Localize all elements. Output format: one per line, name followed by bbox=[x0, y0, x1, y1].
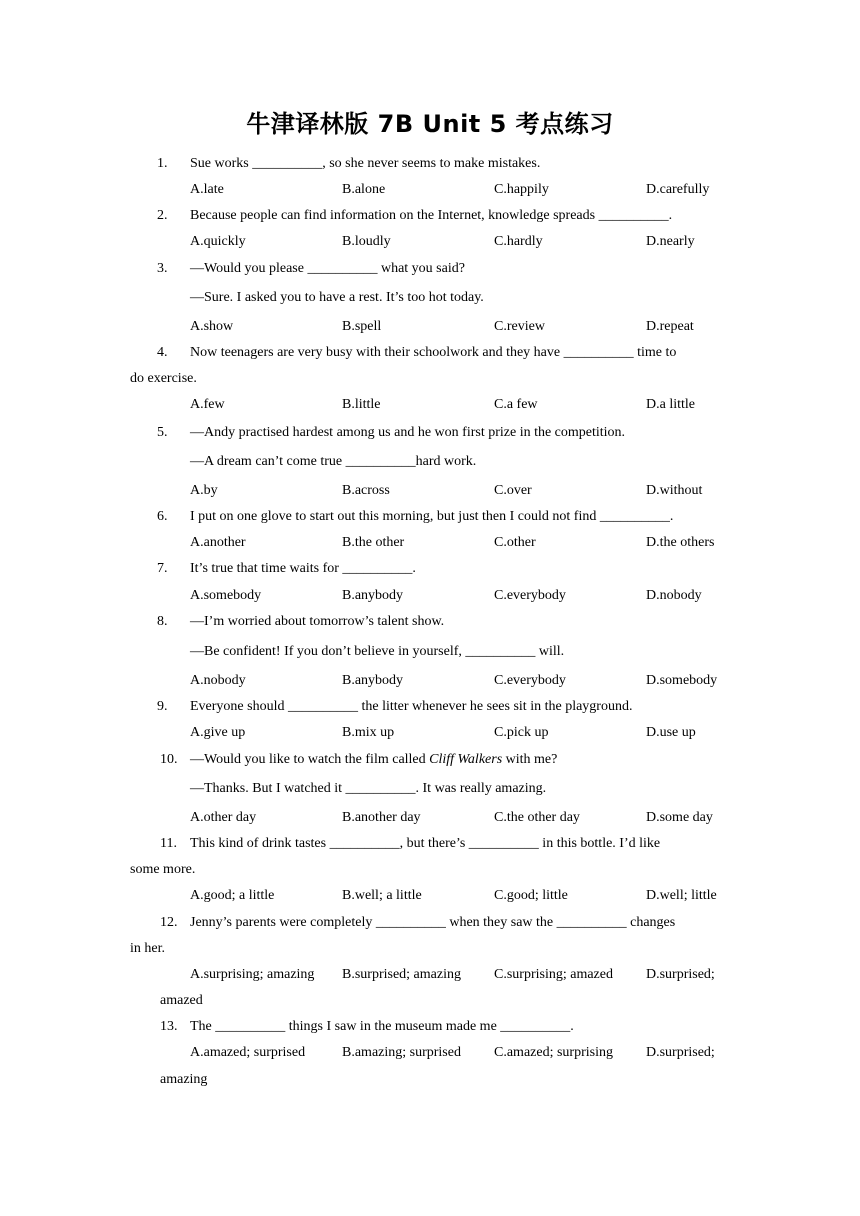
option-d: D.carefully bbox=[646, 182, 710, 197]
option-d: D.well; little bbox=[646, 888, 717, 903]
option-b: B.alone bbox=[342, 182, 386, 197]
option-d: D.without bbox=[646, 483, 703, 498]
option-c: C.over bbox=[494, 483, 532, 498]
option-a: A.other day bbox=[190, 810, 257, 825]
option-b: B.anybody bbox=[342, 588, 404, 603]
option-a: A.quickly bbox=[190, 234, 246, 249]
option-a: A.surprising; amazing bbox=[190, 967, 315, 982]
question-text: Now teenagers are very busy with their schoolwork and they have __________ time to bbox=[190, 345, 677, 360]
option-d: D.some day bbox=[646, 810, 713, 825]
option-b: B.anybody bbox=[342, 673, 404, 688]
question-text-pre: —Would you like to watch the film called bbox=[190, 752, 430, 767]
question-text: —I’m worried about tomorrow’s talent show. bbox=[190, 614, 445, 629]
option-d: D.nobody bbox=[646, 588, 702, 603]
option-c: C.pick up bbox=[494, 725, 549, 740]
page-title: 牛津译林版 7B Unit 5 考点练习 bbox=[246, 110, 614, 138]
option-d: D.repeat bbox=[646, 319, 694, 334]
question-text: —Would you please __________ what you said? bbox=[190, 261, 465, 276]
option-a: A.another bbox=[190, 535, 246, 550]
question-text: —Thanks. But I watched it __________. It was really amazing. bbox=[190, 781, 547, 796]
question-text-wrap: do exercise. bbox=[130, 371, 197, 386]
option-a: A.show bbox=[190, 319, 234, 334]
question-number: 11. bbox=[160, 836, 177, 851]
option-a: A.give up bbox=[190, 725, 246, 740]
question-number: 12. bbox=[160, 915, 178, 930]
question-text-wrap: in her. bbox=[130, 941, 165, 956]
option-c: C.review bbox=[494, 319, 545, 334]
option-b: B.across bbox=[342, 483, 390, 498]
option-d-wrap: amazed bbox=[160, 993, 203, 1008]
option-b: B.the other bbox=[342, 535, 405, 550]
question-text-wrap: some more. bbox=[130, 862, 196, 877]
option-b: B.another day bbox=[342, 810, 421, 825]
option-a: A.few bbox=[190, 397, 225, 412]
option-c: C.a few bbox=[494, 397, 538, 412]
question-text: Everyone should __________ the litter whenever he sees sit in the playground. bbox=[190, 699, 633, 714]
question-number: 2. bbox=[157, 208, 168, 223]
question-number: 3. bbox=[157, 261, 168, 276]
question-text: Jenny’s parents were completely __________ when they saw the __________ changes bbox=[190, 915, 676, 930]
option-c: C.the other day bbox=[494, 810, 580, 825]
question-text: —Andy practised hardest among us and he won first prize in the competition. bbox=[190, 425, 626, 440]
option-d: D.a little bbox=[646, 397, 695, 412]
question-text: I put on one glove to start out this morning, but just then I could not find __________. bbox=[190, 509, 674, 524]
question-number: 7. bbox=[157, 561, 168, 576]
option-b: B.loudly bbox=[342, 234, 391, 249]
option-c: C.happily bbox=[494, 182, 549, 197]
option-b: B.amazing; surprised bbox=[342, 1045, 461, 1060]
question-text: Sue works __________, so she never seems to make mistakes. bbox=[190, 156, 541, 171]
option-c: C.other bbox=[494, 535, 536, 550]
option-c: C.surprising; amazed bbox=[494, 967, 613, 982]
question-text-post: with me? bbox=[502, 752, 558, 767]
option-d: D.somebody bbox=[646, 673, 718, 688]
question-number: 9. bbox=[157, 699, 168, 714]
question-text: The __________ things I saw in the museum made me __________. bbox=[190, 1019, 574, 1034]
option-c: C.everybody bbox=[494, 588, 566, 603]
option-a: A.somebody bbox=[190, 588, 262, 603]
option-b: B.well; a little bbox=[342, 888, 422, 903]
option-d: D.surprised; bbox=[646, 1045, 715, 1060]
question-number: 8. bbox=[157, 614, 168, 629]
option-d: D.nearly bbox=[646, 234, 695, 249]
question-text: —Sure. I asked you to have a rest. It’s too hot today. bbox=[190, 290, 484, 305]
option-b: B.spell bbox=[342, 319, 382, 334]
option-a: A.amazed; surprised bbox=[190, 1045, 306, 1060]
film-title: Cliff Walkers bbox=[429, 752, 503, 767]
question-text: —Be confident! If you don’t believe in yourself, __________ will. bbox=[190, 644, 565, 659]
option-d: D.the others bbox=[646, 535, 715, 550]
option-d: D.use up bbox=[646, 725, 696, 740]
question-number: 1. bbox=[157, 156, 168, 171]
question-text: This kind of drink tastes __________, but there’s __________ in this bottle. I’d like bbox=[190, 836, 661, 851]
option-c: C.good; little bbox=[494, 888, 568, 903]
question-number: 13. bbox=[160, 1019, 178, 1034]
option-a: A.late bbox=[190, 182, 224, 197]
question-number: 4. bbox=[157, 345, 168, 360]
option-c: C.amazed; surprising bbox=[494, 1045, 613, 1060]
question-number: 10. bbox=[160, 752, 178, 767]
question-text bbox=[190, 751, 557, 769]
question-text: Because people can find information on the Internet, knowledge spreads __________. bbox=[190, 208, 673, 223]
option-b: B.surprised; amazing bbox=[342, 967, 461, 982]
question-text: —A dream can’t come true __________hard work. bbox=[190, 454, 477, 469]
option-b: B.little bbox=[342, 397, 381, 412]
option-c: C.everybody bbox=[494, 673, 566, 688]
option-c: C.hardly bbox=[494, 234, 543, 249]
option-d-wrap: amazing bbox=[160, 1072, 208, 1087]
option-a: A.good; a little bbox=[190, 888, 275, 903]
option-d: D.surprised; bbox=[646, 967, 715, 982]
question-number: 6. bbox=[157, 509, 168, 524]
option-b: B.mix up bbox=[342, 725, 395, 740]
option-a: A.nobody bbox=[190, 673, 246, 688]
question-number: 5. bbox=[157, 425, 168, 440]
option-a: A.by bbox=[190, 483, 218, 498]
question-text: It’s true that time waits for __________. bbox=[190, 561, 416, 576]
